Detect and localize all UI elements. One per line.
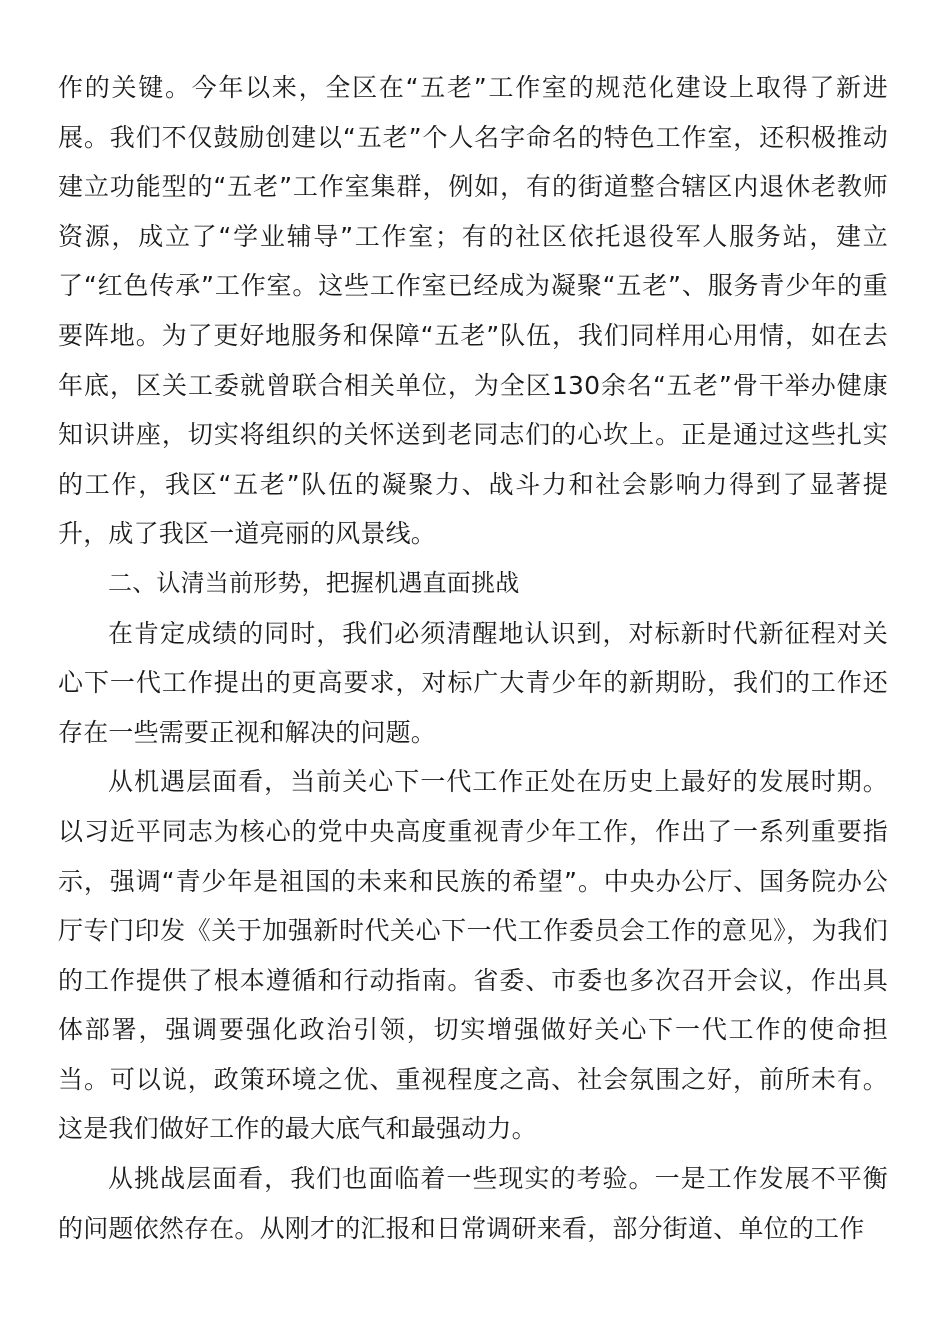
body-paragraph: 从机遇层面看，当前关心下一代工作正处在历史上最好的发展时期。以习近平同志为核心的党中央高度重视青少年工作，作出了一系列重要指示，强调“青少年是祖国的未来和民族的希望”。中央办公厅、国务院办公厅专门印发《关于加强新时代关心下一代工作委员会工作的意见》，为我们的工作提供了根本遵循和行动指南。省委、市委也多次召开会议，作出具体部署，强调要强化政治引领，切实增强做好关心下一代工作的使命担当。可以说，政策环境之优、重视程度之高、社会氛围之好，前所未有。这是我们做好工作的最大底气和最强动力。 [58, 767, 888, 1144]
body-paragraph: 作的关键。今年以来，全区在“五老”工作室的规范化建设上取得了新进展。我们不仅鼓励创建以“五老”个人名字命名的特色工作室，还积极推动建立功能型的“五老”工作室集群，例如，有的街道整合辖区内退休老教师资源，成立了“学业辅导”工作室；有的社区依托退役军人服务站，建立了“红色传承”工作室。这些工作室已经成为凝聚“五老”、服务青少年的重要阵地。为了更好地服务和保障“五老”队伍，我们同样用心用情，如在去年底，区关工委就曾联合相关单位，为全区130余名“五老”骨干举办健康知识讲座，切实将组织的关怀送到老同志们的心坎上。正是通过这些扎实的工作，我区“五老”队伍的凝聚力、战斗力和社会影响力得到了显著提升，成了我区一道亮丽的风景线。 [58, 73, 888, 549]
document-page [58, 63, 888, 1253]
body-paragraph: 从挑战层面看，我们也面临着一些现实的考验。一是工作发展不平衡的问题依然存在。从刚才的汇报和日常调研来看，部分街道、单位的工作 [58, 1164, 888, 1243]
section-heading: 二、认清当前形势，把握机遇直面挑战 [108, 568, 520, 597]
body-paragraph: 在肯定成绩的同时，我们必须清醒地认识到，对标新时代新征程对关心下一代工作提出的更高要求，对标广大青少年的新期盼，我们的工作还存在一些需要正视和解决的问题。 [58, 618, 888, 747]
